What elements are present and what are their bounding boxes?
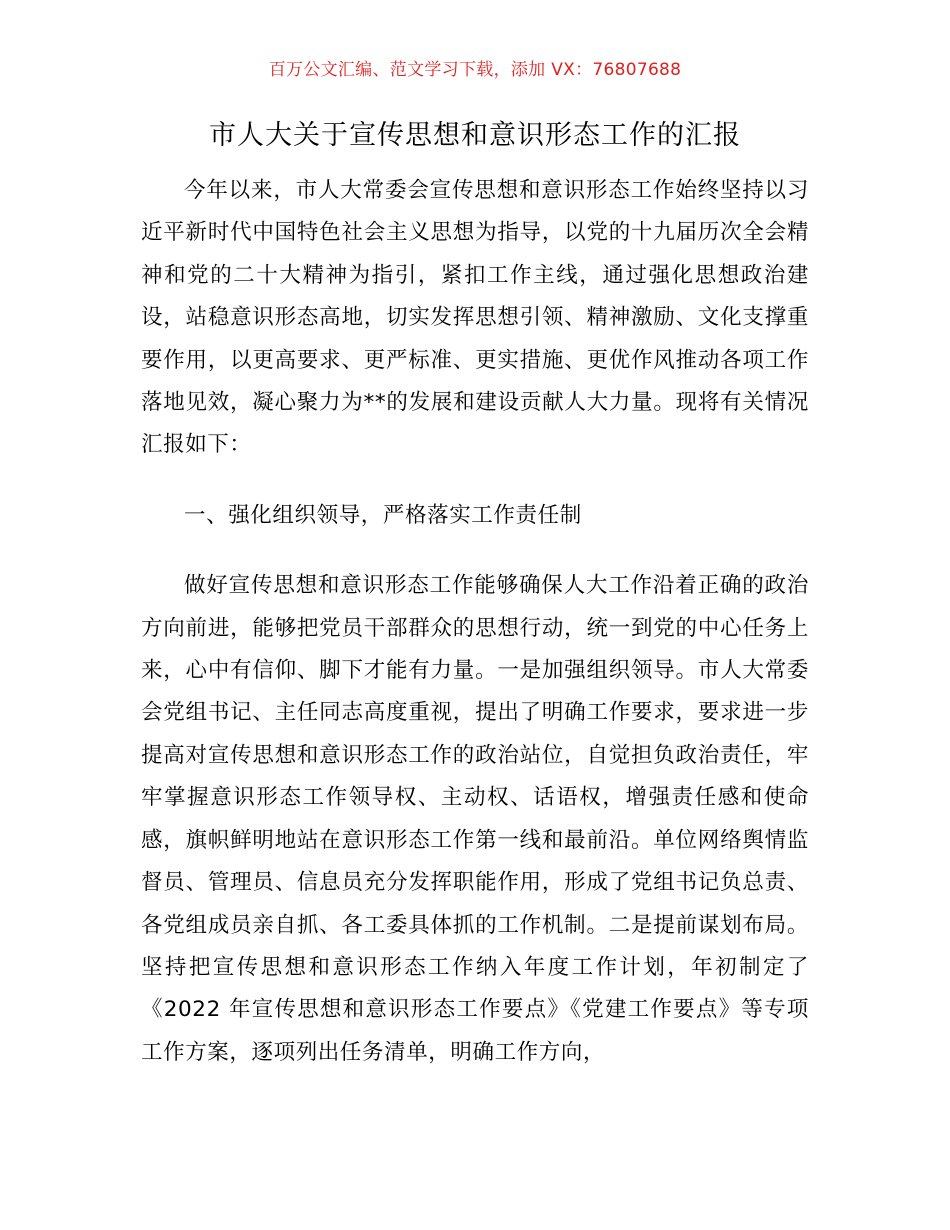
- intro-paragraph: 今年以来，市人大常委会宣传思想和意识形态工作始终坚持以习近平新时代中国特色社会主义思想为指导，以党的十九届历次全会精神和党的二十大精神为指引，紧扣工作主线，通过强化思想政治建设，站稳意识形态高地，切实发挥思想引领、精神激励、文化支撑重要作用，以更高要求、更严标准、更实措施、更优作风推动各项工作落地见效，凝心聚力为**的发展和建设贡献人大力量。现将有关情况汇报如下：: [141, 178, 809, 458]
- document-title: 市人大关于宣传思想和意识形态工作的汇报: [209, 120, 741, 151]
- header-banner: 百万公文汇编、范文学习下载，添加 VX：76807688: [268, 60, 682, 80]
- document-body: [141, 170, 809, 1074]
- section-heading: 一、强化组织领导，严格落实工作责任制: [184, 502, 582, 528]
- section-paragraph: 做好宣传思想和意识形态工作能够确保人大工作沿着正确的政治方向前进，能够把党员干部群众的思想行动，统一到党的中心任务上来，心中有信仰、脚下才能有力量。一是加强组织领导。市人大常委会党组书记、主任同志高度重视，提出了明确工作要求，要求进一步提高对宣传思想和意识形态工作的政治站位，自觉担负政治责任，牢牢掌握意识形态工作领导权、主动权、话语权，增强责任感和使命感，旗帜鲜明地站在意识形态工作第一线和最前沿。单位网络舆情监督员、管理员、信息员充分发挥职能作用，形成了党组书记负总责、各党组成员亲自抓、各工委具体抓的工作机制。二是提前谋划布局。坚持把宣传思想和意识形态工作纳入年度工作计划，年初制定了《2022 年宣传思想和意识形态工作要点》《党建工作要点》等专项工作方案，逐项列出任务清单，明确工作方向，: [141, 573, 809, 1065]
